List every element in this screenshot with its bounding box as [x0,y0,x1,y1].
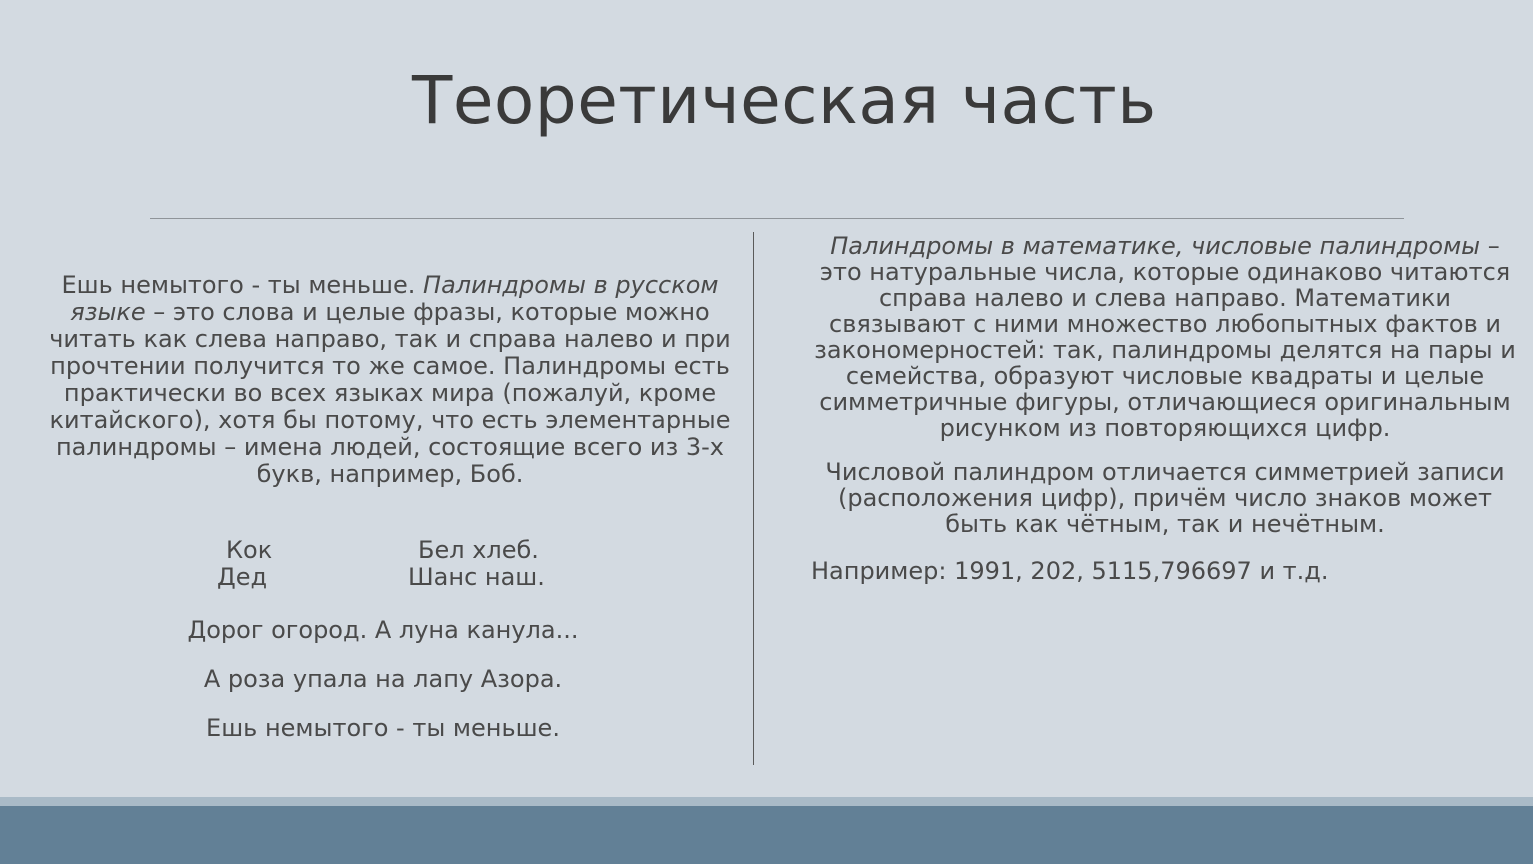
word-kok: Кок [226,536,273,564]
intro-italic: Палиндромы в русском языке [70,271,719,326]
left-intro-paragraph [30,272,750,488]
phrase-bel-hleb: Бел хлеб. [418,536,539,564]
phrase-roza-upala: А роза упала на лапу Азора. [203,665,563,693]
right-paragraph-1 [808,233,1522,441]
p1-italic: Палиндромы в математике, числовые палиндромы [830,232,1481,260]
phrase-shans-nash: Шанс наш. [408,563,545,591]
intro-lead: Ешь немытого - ты меньше. [61,271,424,299]
right-example: Например: 1991, 202, 5115,796697 и т.д. [811,557,1329,585]
footer-bar [0,806,1533,864]
right-paragraph-2: Числовой палиндром отличается симметрией записи (расположения цифр), причём число знаков может быть как чётным, так и нечётным. [825,458,1505,538]
footer-strip [0,797,1533,806]
intro-rest: – это слова и целые фразы, которые можно читать как слева направо, так и справа налево и при прочтении получится то же самое. Палиндромы есть практически во всех языках мира (пожалуй, кроме китайского), хотя бы потому, что есть элементарные палиндромы – имена людей, состоящие всего из 3-х букв, например, Боб. [49,298,731,488]
p1-rest: – это натуральные числа, которые одинаково читаются справа налево и слева направо. Математики связывают с ними множество любопытных фактов и закономерностей: так, палиндромы делятся на пары и семейства, образуют числовые квадраты и целые симметричные фигуры, отличающиеся оригинальным рисунком из повторяющихся цифр. [814,232,1516,442]
phrase-dorog-ogorod: Дорог огород. А луна канула... [187,616,579,644]
horizontal-divider [150,218,1404,219]
word-ded: Дед [217,563,268,591]
slide-title: Теоретическая часть [412,62,1157,139]
vertical-divider [753,232,754,765]
phrase-esh-nemytogo: Ешь немытого - ты меньше. [206,714,560,742]
